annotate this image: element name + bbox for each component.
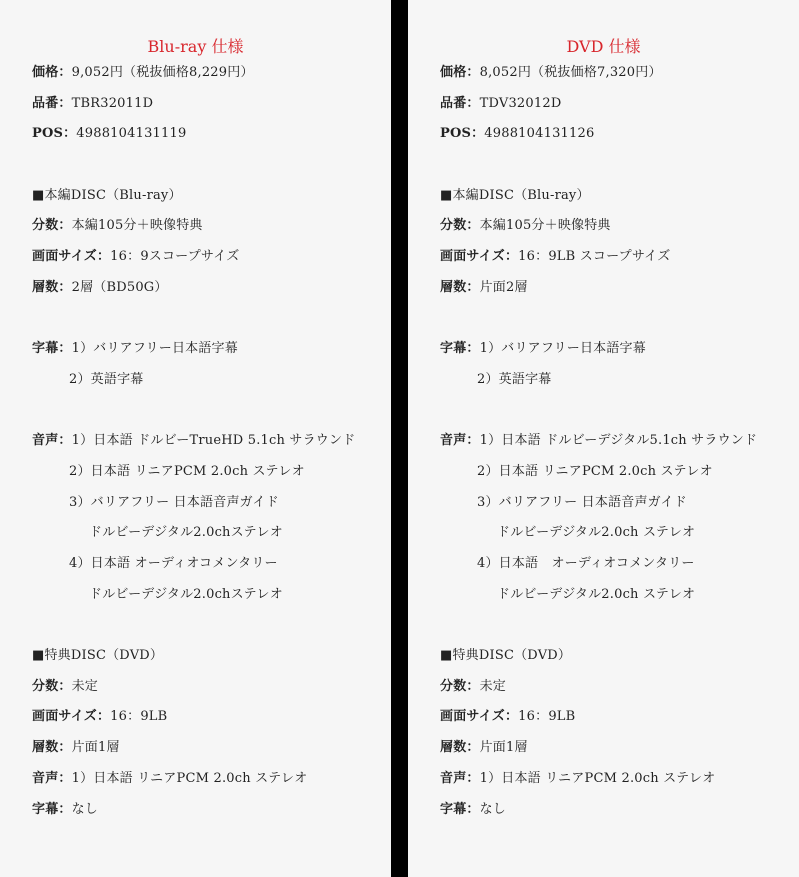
spec-value: TBR32011D xyxy=(71,95,154,111)
spec-line xyxy=(440,123,799,154)
spec-label: 品番： xyxy=(32,95,72,111)
spec-line xyxy=(440,185,799,216)
spec-line xyxy=(32,308,391,339)
spec-value: 16：9LB xyxy=(110,709,168,725)
spec-label: 字幕： xyxy=(440,801,480,817)
spec-label: 分数： xyxy=(440,218,480,234)
spec-label: 音声： xyxy=(440,433,480,449)
dvd-spec-list xyxy=(440,62,799,829)
spec-line xyxy=(32,492,391,523)
spec-label: POS： xyxy=(440,126,485,142)
spec-value: 16：9スコープサイズ xyxy=(110,249,240,265)
spec-value: 未定 xyxy=(71,678,99,694)
spec-line xyxy=(440,93,799,124)
spec-value: 4）日本語 オーディオコメンタリー xyxy=(69,556,278,571)
spec-value: なし xyxy=(479,801,507,817)
spec-line xyxy=(440,799,799,830)
spec-line xyxy=(32,93,391,124)
spec-label: POS： xyxy=(32,126,77,142)
spec-label: 価格： xyxy=(32,65,72,80)
spec-line xyxy=(440,308,799,339)
spec-value: 3）バリアフリー 日本語音声ガイド xyxy=(477,494,687,510)
spec-value: 本編105分＋映像特典 xyxy=(71,218,203,234)
spec-line xyxy=(440,277,799,308)
spec-value: ■特典DISC（DVD） xyxy=(32,648,164,664)
spec-line xyxy=(440,215,799,246)
spec-value: 3）バリアフリー 日本語音声ガイド xyxy=(69,494,279,510)
spec-line xyxy=(440,553,799,584)
spec-line xyxy=(32,645,391,676)
spec-label: 品番： xyxy=(440,95,480,111)
spec-label: 字幕： xyxy=(32,801,72,817)
spec-line xyxy=(32,277,391,308)
spec-line xyxy=(440,522,799,553)
spec-value: 1）バリアフリー日本語字幕 xyxy=(71,341,238,357)
spec-label: 層数： xyxy=(32,279,72,295)
spec-line xyxy=(32,246,391,277)
spec-label: 分数： xyxy=(32,678,72,694)
spec-label: 音声： xyxy=(32,770,72,786)
spec-value: 2）日本語 リニアPCM 2.0ch ステレオ xyxy=(69,463,305,479)
spec-value: ■本編DISC（Blu-ray） xyxy=(440,187,590,203)
spec-line xyxy=(32,123,391,154)
spec-label: 画面サイズ： xyxy=(32,249,111,265)
spec-value: 2層（BD50G） xyxy=(71,279,168,295)
spec-value: なし xyxy=(71,801,99,817)
spec-label: 画面サイズ： xyxy=(440,249,519,265)
spec-value: ドルビーデジタル2.0chステレオ xyxy=(89,586,283,602)
spec-label: 層数： xyxy=(440,279,480,295)
dvd-spec-title: DVD 仕様 xyxy=(566,37,641,57)
spec-line xyxy=(440,706,799,737)
spec-label: 音声： xyxy=(440,770,480,786)
spec-label: 層数： xyxy=(32,740,72,756)
spec-value: 本編105分＋映像特典 xyxy=(479,218,611,234)
spec-value: ■特典DISC（DVD） xyxy=(440,648,572,664)
spec-value: 片面1層 xyxy=(479,740,528,756)
spec-value: ■本編DISC（Blu-ray） xyxy=(32,187,182,203)
spec-value: 1）日本語 ドルビーデジタル5.1ch サラウンド xyxy=(479,433,758,449)
spec-line xyxy=(32,185,391,216)
spec-value: 4988104131119 xyxy=(76,126,187,142)
spec-line xyxy=(440,492,799,523)
spec-line xyxy=(32,338,391,369)
spec-value: TDV32012D xyxy=(479,95,562,111)
spec-label: 音声： xyxy=(32,433,72,449)
spec-line xyxy=(440,400,799,431)
spec-line xyxy=(32,799,391,830)
spec-line xyxy=(32,737,391,768)
dvd-spec-panel xyxy=(408,0,799,877)
spec-line xyxy=(440,430,799,461)
spec-value: 16：9LB スコープサイズ xyxy=(518,249,671,265)
spec-value: 8,052円（税抜価格7,320円） xyxy=(479,65,662,80)
spec-value: 片面2層 xyxy=(479,279,528,295)
spec-line xyxy=(440,62,799,93)
spec-line xyxy=(32,461,391,492)
spec-line xyxy=(32,154,391,185)
spec-line xyxy=(440,246,799,277)
spec-line xyxy=(32,62,391,93)
spec-line xyxy=(32,676,391,707)
spec-value: 4）日本語 オーディオコメンタリー xyxy=(477,556,695,571)
spec-value: 16：9LB xyxy=(518,709,576,725)
spec-line xyxy=(32,768,391,799)
spec-value: 1）日本語 リニアPCM 2.0ch ステレオ xyxy=(71,770,308,786)
spec-line xyxy=(440,676,799,707)
bluray-spec-list xyxy=(32,62,391,829)
spec-line xyxy=(440,645,799,676)
spec-label: 層数： xyxy=(440,740,480,756)
spec-line xyxy=(32,522,391,553)
spec-line xyxy=(32,553,391,584)
spec-label: 分数： xyxy=(32,218,72,234)
spec-line xyxy=(32,369,391,400)
spec-value: 9,052円（税抜価格8,229円） xyxy=(71,65,254,80)
spec-label: 字幕： xyxy=(440,341,480,357)
spec-label: 字幕： xyxy=(32,341,72,357)
spec-line xyxy=(440,461,799,492)
spec-label: 分数： xyxy=(440,678,480,694)
bluray-spec-title: Blu-ray 仕様 xyxy=(147,37,244,57)
spec-value: 4988104131126 xyxy=(484,126,595,142)
bluray-spec-panel xyxy=(0,0,391,877)
spec-line xyxy=(32,706,391,737)
spec-label: 画面サイズ： xyxy=(32,709,111,725)
spec-line xyxy=(32,584,391,615)
spec-line xyxy=(440,338,799,369)
spec-line xyxy=(440,737,799,768)
spec-line xyxy=(32,430,391,461)
spec-value: 未定 xyxy=(479,678,507,694)
spec-value: 片面1層 xyxy=(71,740,120,756)
spec-line xyxy=(440,584,799,615)
spec-line xyxy=(32,614,391,645)
spec-line xyxy=(440,614,799,645)
spec-value: 2）英語字幕 xyxy=(69,371,144,387)
spec-value: 1）日本語 リニアPCM 2.0ch ステレオ xyxy=(479,770,716,786)
spec-value: ドルビーデジタル2.0ch ステレオ xyxy=(497,525,696,541)
spec-label: 価格： xyxy=(440,65,480,80)
spec-value: 1）バリアフリー日本語字幕 xyxy=(479,341,646,357)
spec-line xyxy=(440,369,799,400)
spec-value: ドルビーデジタル2.0ch ステレオ xyxy=(497,586,696,602)
spec-line xyxy=(32,215,391,246)
spec-line xyxy=(440,154,799,185)
spec-line xyxy=(32,400,391,431)
spec-line xyxy=(440,768,799,799)
spec-value: 2）英語字幕 xyxy=(477,371,552,387)
spec-value: ドルビーデジタル2.0chステレオ xyxy=(89,525,283,541)
spec-value: 1）日本語 ドルビーTrueHD 5.1ch サラウンド xyxy=(71,433,356,449)
spec-value: 2）日本語 リニアPCM 2.0ch ステレオ xyxy=(477,463,713,479)
spec-label: 画面サイズ： xyxy=(440,709,519,725)
